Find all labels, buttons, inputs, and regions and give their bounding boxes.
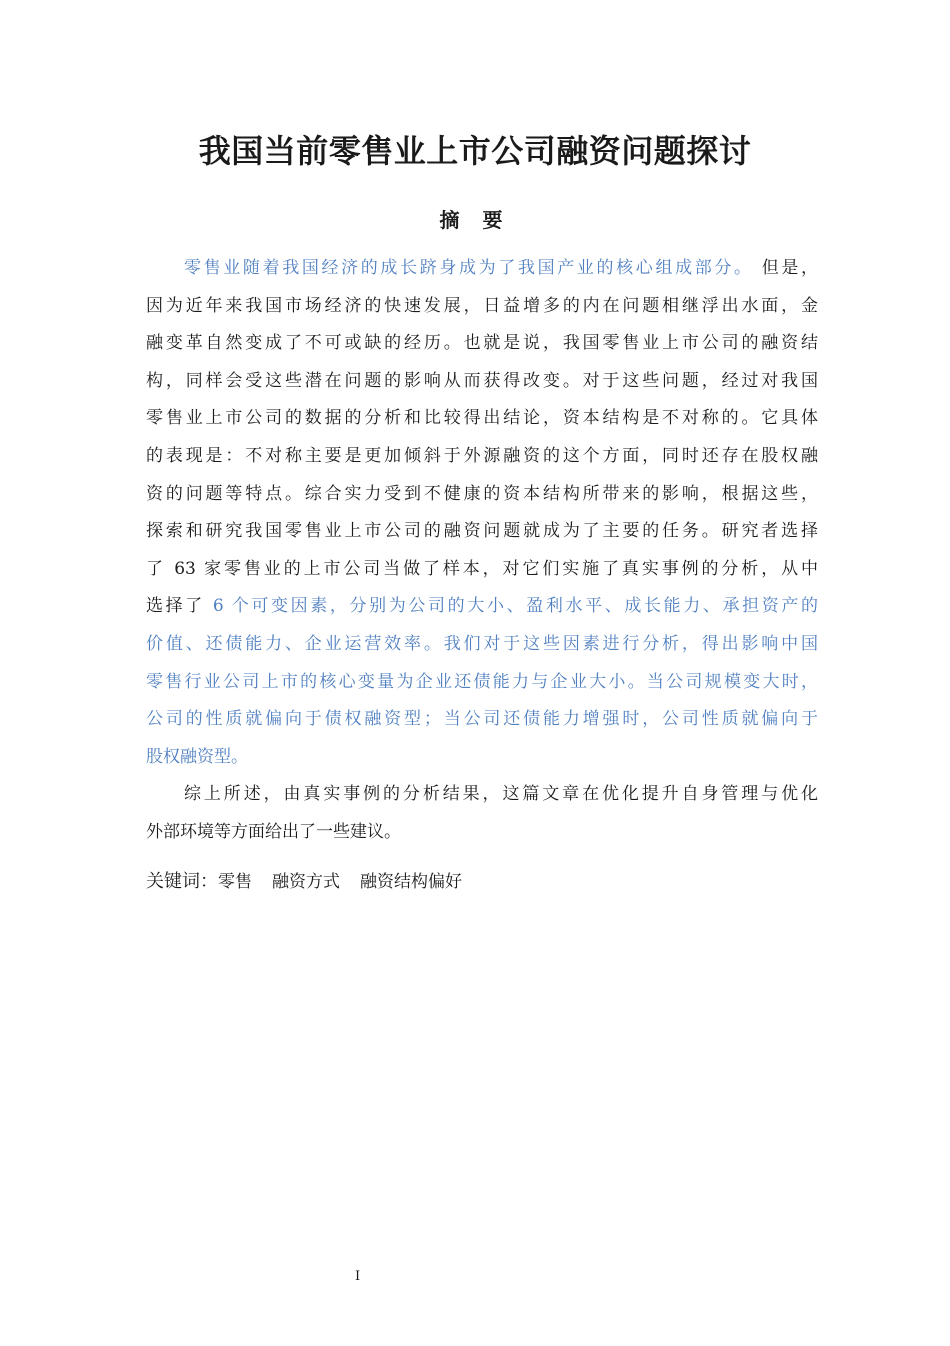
body-text: 综上所述，由真实事例的分析结果，这篇文章在优化提升自身管理与优化 <box>184 784 818 805</box>
keywords-list <box>218 872 482 892</box>
highlighted-text: 股权融资型。 <box>146 746 248 767</box>
document-title: 我国当前零售业上市公司融资问题探讨 <box>198 132 752 170</box>
body-text: 但是， <box>753 258 819 278</box>
body-text: 探索和研究我国零售业上市公司的融资问题就成为了主要的任务。研究者选择 <box>146 521 818 542</box>
abstract-body <box>146 250 818 898</box>
body-text: 融变革自然变成了不可或缺的经历。也就是说，我国零售业上市公司的融资结 <box>146 333 818 354</box>
body-text: 的表现是：不对称主要是更加倾斜于外源融资的这个方面，同时还存在股权融 <box>146 445 818 466</box>
body-text: 资的问题等特点。综合实力受到不健康的资本结构所带来的影响，根据这些， <box>146 483 818 504</box>
text-line <box>146 551 818 589</box>
highlighted-text: 零售业随着我国经济的成长跻身成为了我国产业的核心组成部分。 <box>184 258 754 278</box>
highlighted-text: 6 个可变因素，分别为公司的大小、盈利水平、成长能力、承担资产的 <box>212 596 819 617</box>
abstract-paragraph-1 <box>146 250 818 776</box>
text-line <box>146 250 818 288</box>
keyword-item: 融资方式 <box>272 871 340 892</box>
body-text: 因为近年来我国市场经济的快速发展，日益增多的内在问题相继浮出水面，金 <box>146 295 818 316</box>
body-text: 外部环境等方面给出了一些建议。 <box>146 821 401 842</box>
body-text: 构，同样会受这些潜在问题的影响从而获得改变。对于这些问题，经过对我国 <box>146 370 818 391</box>
body-text: 选择了 <box>146 596 213 617</box>
keywords-label: 关键词： <box>146 870 218 892</box>
text-line <box>146 438 818 476</box>
highlighted-text: 公司的性质就偏向于债权融资型；当公司还债能力增强时，公司性质就偏向于 <box>146 709 818 730</box>
page-number: I <box>355 1269 361 1284</box>
text-line <box>146 776 818 814</box>
text-line <box>146 626 818 664</box>
keyword-item: 融资结构偏好 <box>360 871 462 892</box>
text-line <box>146 363 818 401</box>
abstract-paragraph-2 <box>146 776 818 851</box>
body-text: 零售业上市公司的数据的分析和比较得出结论，资本结构是不对称的。它具体 <box>146 408 818 429</box>
keywords-line <box>146 866 818 898</box>
highlighted-text: 零售行业公司上市的核心变量为企业还债能力与企业大小。当公司规模变大时， <box>146 671 818 692</box>
text-line <box>146 739 818 777</box>
text-line <box>146 288 818 326</box>
highlighted-text: 价值、还债能力、企业运营效率。我们对于这些因素进行分析，得出影响中国 <box>146 633 818 654</box>
text-line <box>146 400 818 438</box>
body-text: 了 63 家零售业的上市公司当做了样本，对它们实施了真实事例的分析，从中 <box>146 558 818 579</box>
text-line <box>146 588 818 626</box>
text-line <box>146 814 818 852</box>
abstract-heading: 摘 要 <box>439 208 511 232</box>
keyword-item: 零售 <box>218 871 252 892</box>
text-line <box>146 513 818 551</box>
text-line <box>146 701 818 739</box>
text-line <box>146 476 818 514</box>
text-line <box>146 664 818 702</box>
text-line <box>146 325 818 363</box>
